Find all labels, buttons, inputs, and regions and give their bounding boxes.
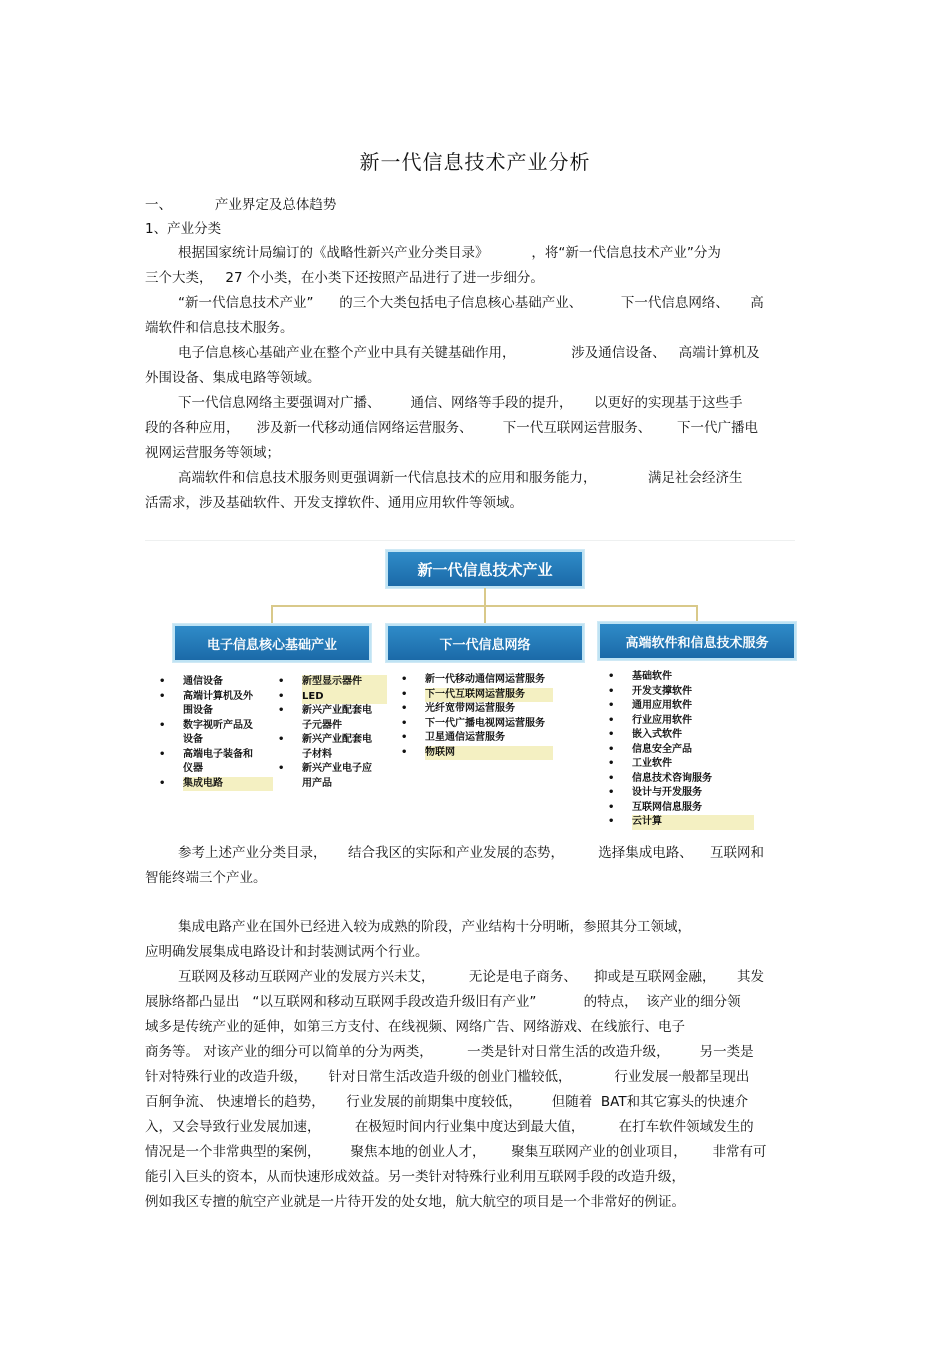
- core-list-b: [302, 675, 387, 791]
- paragraph-line: 入，又会导致行业发展加速， 在极短时间内行业集中度达到最大值， 在打车软件领域发生的: [145, 1119, 754, 1135]
- core-list-a: [183, 675, 273, 791]
- list-item: • 基础软件: [632, 670, 754, 685]
- divider: [145, 540, 795, 541]
- paragraph-line: 高端软件和信息技术服务则更强调新一代信息技术的应用和服务能力， 满足社会经济生: [178, 470, 743, 486]
- network-list: [425, 673, 553, 760]
- paragraph-line: 电子信息核心基础产业在整个产业中具有关键基础作用， 涉及通信设备、 高端计算机及: [178, 345, 760, 361]
- list-item: • 下一代互联网运营服务: [425, 688, 553, 703]
- paragraph-line: 针对特殊行业的改造升级， 针对日常生活改造升级的创业门槛较低， 行业发展一般都呈现出: [145, 1069, 750, 1085]
- list-item: • 集成电路: [183, 777, 273, 792]
- paragraph-line: 商务等。 对该产业的细分可以简单的分为两类， 一类是针对日常生活的改造升级， 另一类是: [145, 1044, 754, 1060]
- list-item: 子材料: [302, 748, 332, 760]
- list-item: • 光纤宽带网运营服务: [425, 702, 553, 717]
- industry-classification-diagram: [145, 540, 805, 840]
- list-item: • 新兴产业配套电: [302, 733, 387, 748]
- list-item: • 通用应用软件: [632, 699, 754, 714]
- connector: [484, 588, 486, 606]
- list-item: • 嵌入式软件: [632, 728, 754, 743]
- paragraph-line: 外围设备、集成电路等领域。: [145, 370, 321, 386]
- list-item: • 新兴产业配套电: [302, 704, 387, 719]
- list-item: • 通信设备: [183, 675, 273, 690]
- paragraph-line: 应明确发展集成电路设计和封装测试两个行业。: [145, 944, 429, 960]
- list-item: • LED: [302, 690, 387, 705]
- branch-box-network: 下一代信息网络: [388, 626, 582, 660]
- paragraph-line: 能引入巨头的资本，从而快速形成效益。另一类针对特殊行业利用互联网手段的改造升级，: [145, 1169, 685, 1185]
- paragraph-line: 下一代信息网络主要强调对广播、 通信、网络等手段的提升， 以更好的实现基于这些手: [178, 395, 743, 411]
- subsection-heading: 1、产业分类: [145, 221, 222, 237]
- list-item: • 开发支撑软件: [632, 685, 754, 700]
- list-item: • 工业软件: [632, 757, 754, 772]
- list-item: • 云计算: [632, 815, 754, 830]
- paragraph-line: 百舸争流、 快速增长的趋势， 行业发展的前期集中度较低， 但随着 BAT和其它寡头的快速介: [145, 1094, 749, 1110]
- paragraph-line: 例如我区专擅的航空产业就是一片待开发的处女地，航大航空的项目是一个非常好的例证。: [145, 1194, 685, 1210]
- list-item: • 数字视听产品及: [183, 719, 273, 734]
- list-item: • 高端计算机及外: [183, 690, 273, 705]
- paragraph-line: 三个大类， 27 个小类，在小类下还按照产品进行了进一步细分。: [145, 270, 544, 286]
- list-item: 仪器: [183, 763, 203, 774]
- section-heading: 一、 产业界定及总体趋势: [145, 197, 337, 213]
- list-item: 围设备: [183, 705, 213, 716]
- paragraph-line: 智能终端三个产业。: [145, 870, 267, 886]
- paragraph-line: 根据国家统计局编订的《战略性新兴产业分类目录》 ，将“新一代信息技术产业”分为: [178, 245, 721, 261]
- list-item: 用产品: [302, 777, 332, 789]
- branch-box-software: 高端软件和信息技术服务: [600, 624, 794, 658]
- paragraph-line: 情况是一个非常典型的案例， 聚焦本地的创业人才， 聚集互联网产业的创业项目， 非常有可: [145, 1144, 767, 1160]
- paragraph-line: 集成电路产业在国外已经进入较为成熟的阶段，产业结构十分明晰，参照其分工领域，: [178, 919, 691, 935]
- list-item: • 新型显示器件: [302, 675, 387, 690]
- paragraph-line: 段的各种应用， 涉及新一代移动通信网络运营服务、 下一代互联网运营服务、 下一代广播电: [145, 420, 758, 436]
- connector: [484, 605, 486, 625]
- list-item: • 行业应用软件: [632, 714, 754, 729]
- list-item: • 卫星通信运营服务: [425, 731, 553, 746]
- paragraph-line: 参考上述产业分类目录， 结合我区的实际和产业发展的态势， 选择集成电路、 互联网和: [178, 845, 764, 861]
- list-item: • 信息安全产品: [632, 743, 754, 758]
- list-item: • 信息技术咨询服务: [632, 772, 754, 787]
- list-item: • 新一代移动通信网运营服务: [425, 673, 553, 688]
- page-title: 新一代信息技术产业分析: [359, 150, 591, 174]
- connector: [271, 605, 273, 625]
- branch-box-core: 电子信息核心基础产业: [175, 626, 369, 660]
- paragraph-line: 展脉络都凸显出 “以互联网和移动互联网手段改造升级旧有产业” 的特点， 该产业的细分领: [145, 994, 741, 1010]
- paragraph-line: 视网运营服务等领域；: [145, 445, 280, 461]
- software-list: [632, 670, 754, 830]
- list-item: 设备: [183, 734, 203, 745]
- diagram-root-box: 新一代信息技术产业: [388, 552, 582, 586]
- paragraph-line: 域多是传统产业的延伸，如第三方支付、在线视频、网络广告、网络游戏、在线旅行、电子: [145, 1019, 685, 1035]
- list-item: • 高端电子装备和: [183, 748, 273, 763]
- list-item: • 物联网: [425, 746, 553, 761]
- list-item: • 互联网信息服务: [632, 801, 754, 816]
- paragraph-line: 端软件和信息技术服务。: [145, 320, 294, 336]
- list-item: • 新兴产业电子应: [302, 762, 387, 777]
- list-item: • 设计与开发服务: [632, 786, 754, 801]
- paragraph-line: 互联网及移动互联网产业的发展方兴未艾， 无论是电子商务、 抑或是互联网金融， 其发: [178, 969, 764, 985]
- list-item: 子元器件: [302, 719, 342, 731]
- paragraph-line: 活需求，涉及基础软件、开发支撑软件、通用应用软件等领域。: [145, 495, 523, 511]
- paragraph-line: “新一代信息技术产业” 的三个大类包括电子信息核心基础产业、 下一代信息网络、 高: [178, 295, 764, 311]
- list-item: • 下一代广播电视网运营服务: [425, 717, 553, 732]
- connector: [696, 605, 698, 623]
